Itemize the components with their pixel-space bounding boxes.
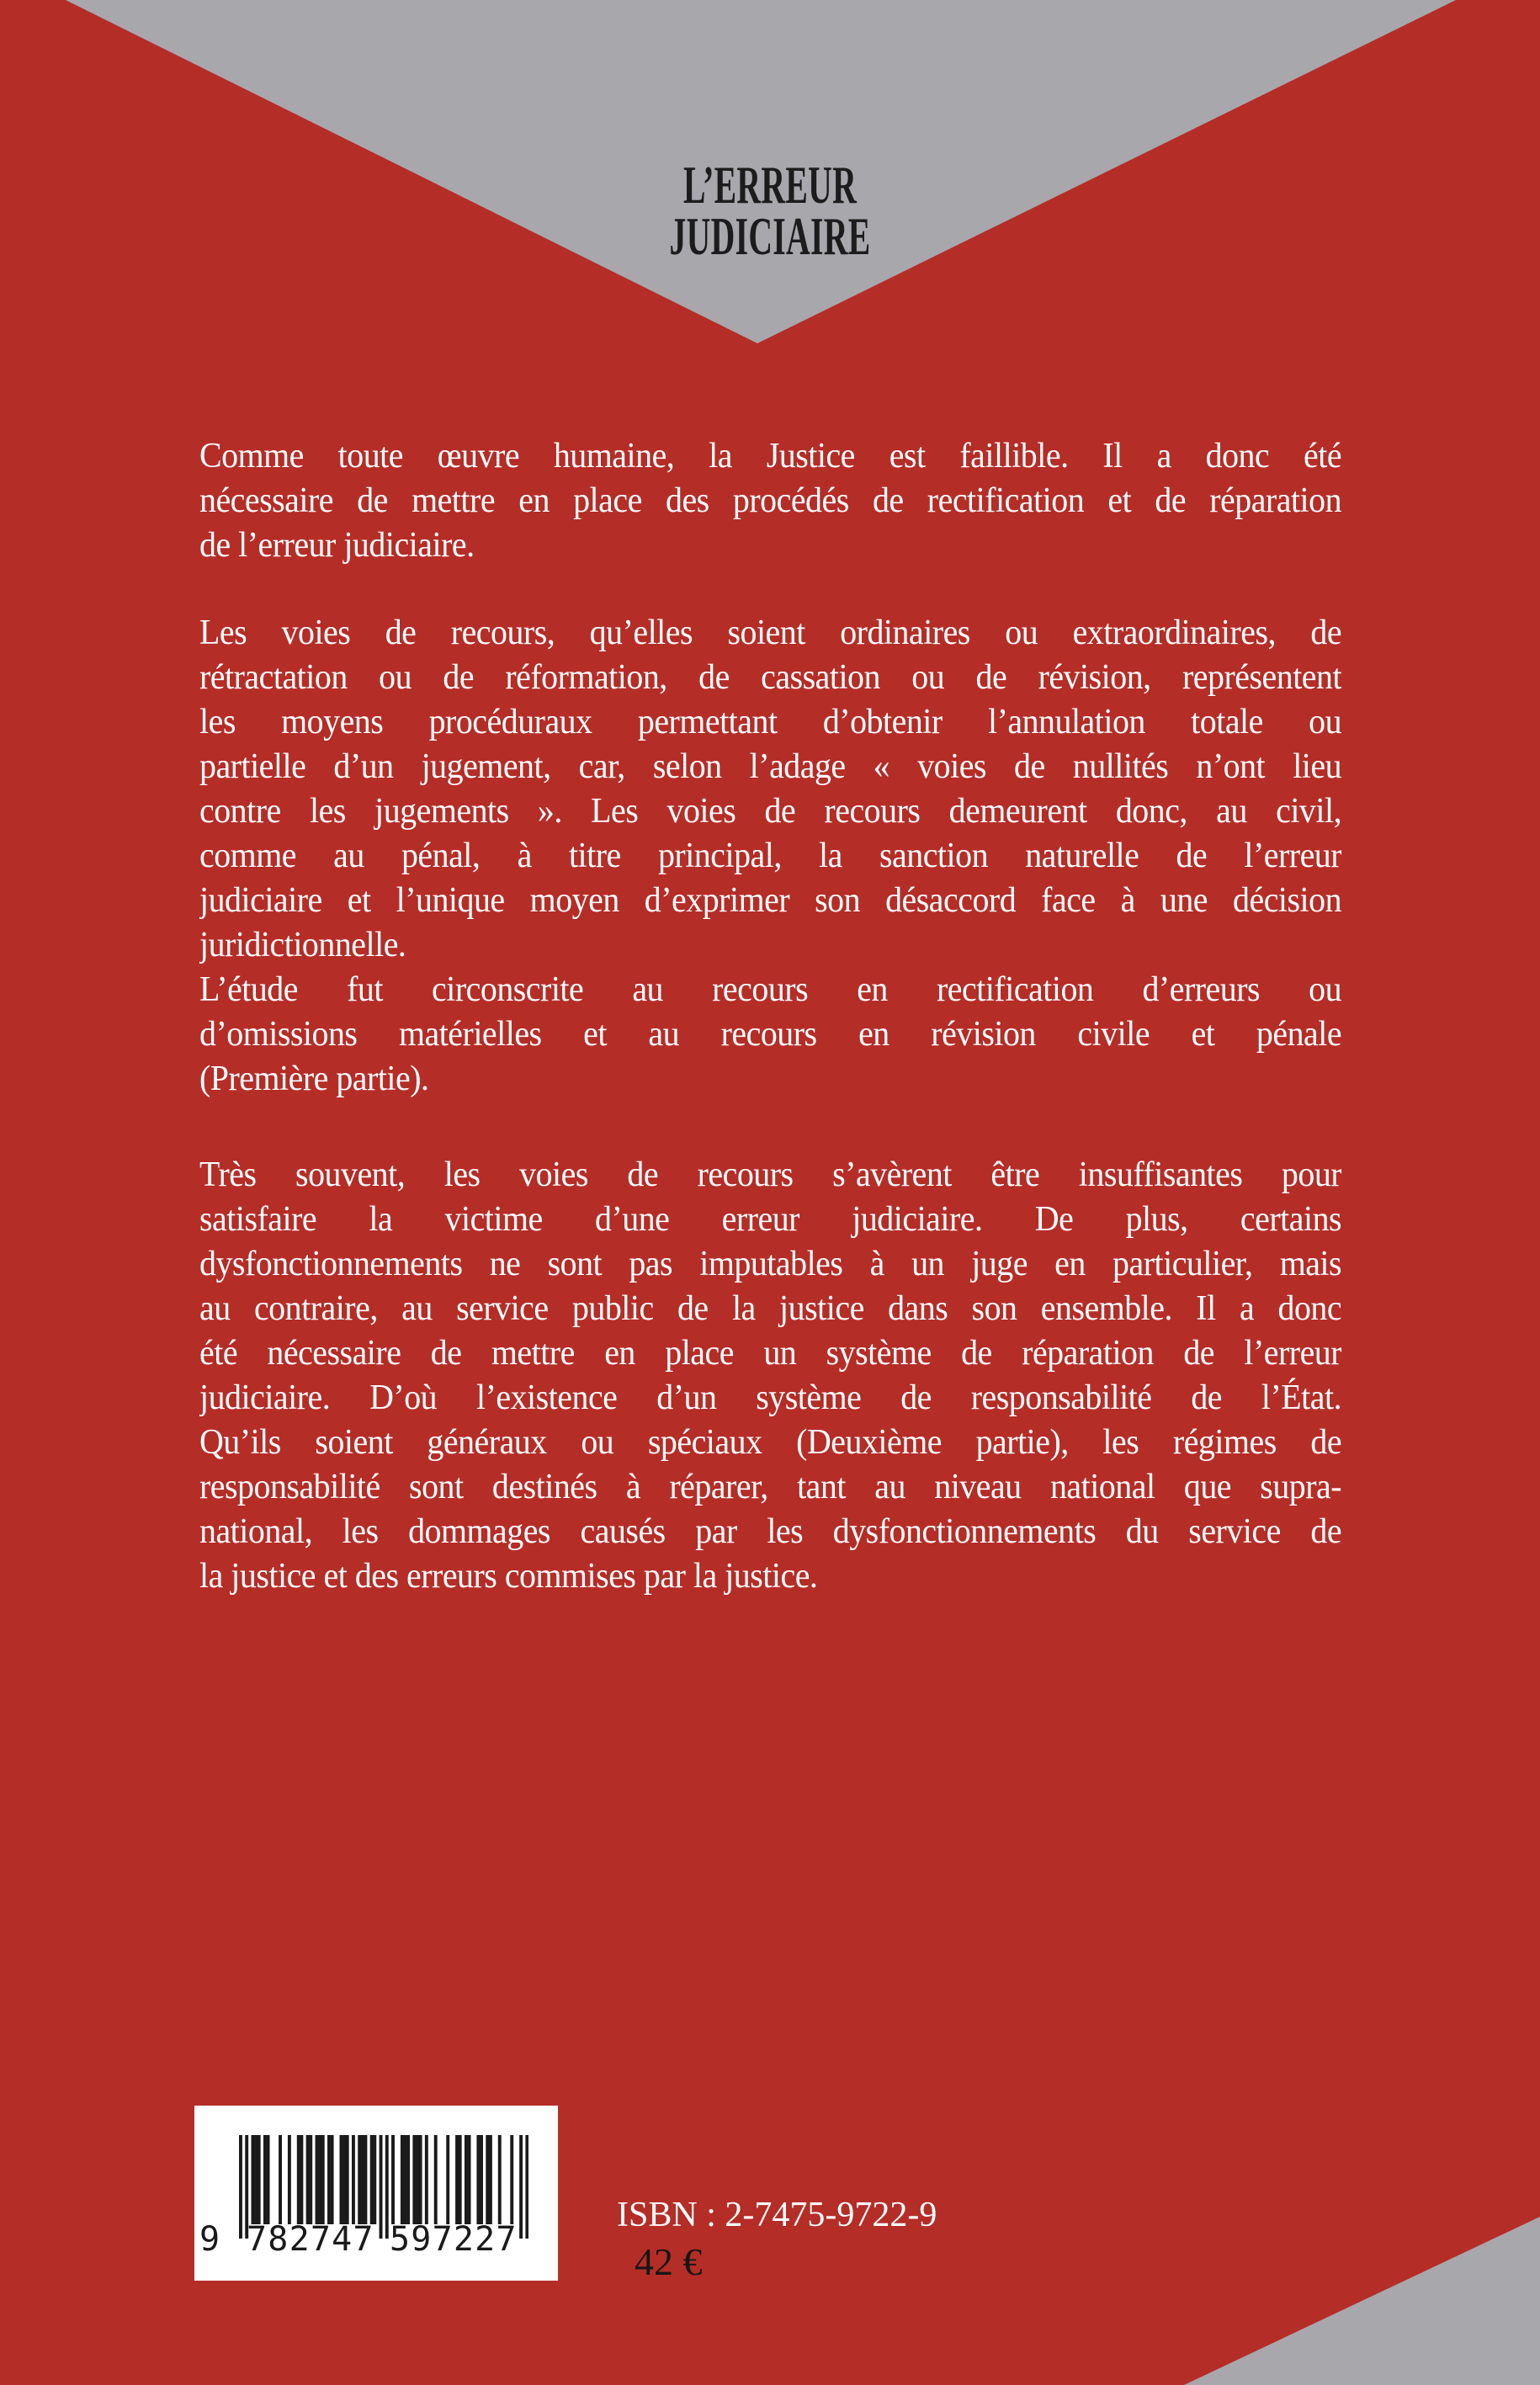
text-line: responsabilité sont destinés à réparer, tant au niveau national que supra- — [199, 1468, 1342, 1506]
paragraph — [199, 434, 1341, 568]
text-line: (Première partie). — [199, 1060, 429, 1098]
text-line: partielle d’un jugement, car, selon l’adage « voies de nullités n’ont lieu — [199, 747, 1342, 786]
text-line: Qu’ils soient généraux ou spéciaux (Deuxième partie), les régimes de — [199, 1423, 1342, 1462]
text-line: d’omissions matérielles et au recours en révision civile et pénale — [199, 1015, 1342, 1054]
text-line: Les voies de recours, qu’elles soient ordinaires ou extraordinaires, de — [199, 614, 1342, 652]
text-line: la justice et des erreurs commises par la justice. — [199, 1557, 818, 1596]
barcode — [194, 2106, 558, 2281]
barcode-digits-right: 597227 — [390, 2220, 518, 2259]
text-line: judiciaire et l’unique moyen d’exprimer son désaccord face à une décision — [199, 881, 1342, 920]
text-line: L’étude fut circonscrite au recours en rectification d’erreurs ou — [199, 970, 1342, 1009]
text-line: au contraire, au service public de la justice dans son ensemble. Il a donc — [199, 1289, 1342, 1328]
text-line: Comme toute œuvre humaine, la Justice est faillible. Il a donc été — [199, 437, 1342, 475]
text-line: comme au pénal, à titre principal, la sanction naturelle de l’erreur — [199, 837, 1342, 875]
book-title — [0, 155, 1540, 266]
text-line: contre les jugements ». Les voies de recours demeurent donc, au civil, — [199, 792, 1342, 831]
text-line: national, les dommages causés par les dysfonctionnements du service de — [199, 1512, 1342, 1551]
book-title-line2: JUDICIAIRE — [669, 206, 871, 266]
barcode-digits-left: 782747 — [247, 2220, 374, 2259]
book-title-line1: L’ERREUR — [682, 155, 858, 215]
text-line: judiciaire. D’où l’existence d’un système de responsabilité de l’État. — [199, 1378, 1342, 1417]
barcode-digit-first: 9 — [199, 2220, 220, 2259]
text-line: nécessaire de mettre en place des procédés de rectification et de réparation — [199, 481, 1342, 520]
paragraph — [199, 1153, 1341, 1599]
text-line: les moyens procéduraux permettant d’obtenir l’annulation totale ou — [199, 703, 1342, 741]
price-text: 42 € — [635, 2240, 703, 2283]
text-line: rétractation ou de réformation, de cassation ou de révision, représentent — [199, 658, 1342, 697]
text-line: juridictionnelle. — [199, 926, 406, 964]
text-line: dysfonctionnements ne sont pas imputables à un juge en particulier, mais — [199, 1245, 1342, 1283]
cover-corner-triangle — [1184, 2217, 1540, 2385]
text-line: de l’erreur judiciaire. — [199, 526, 475, 565]
back-cover-text — [199, 434, 1341, 1599]
paragraph — [199, 611, 1341, 968]
text-line: été nécessaire de mettre en place un système de réparation de l’erreur — [199, 1334, 1342, 1373]
isbn-text: ISBN : 2-7475-9722-9 — [617, 2196, 937, 2234]
text-line: satisfaire la victime d’une erreur judiciaire. De plus, certains — [199, 1200, 1342, 1239]
text-line: Très souvent, les voies de recours s’avèrent être insuffisantes pour — [199, 1155, 1342, 1194]
paragraph — [199, 968, 1341, 1102]
